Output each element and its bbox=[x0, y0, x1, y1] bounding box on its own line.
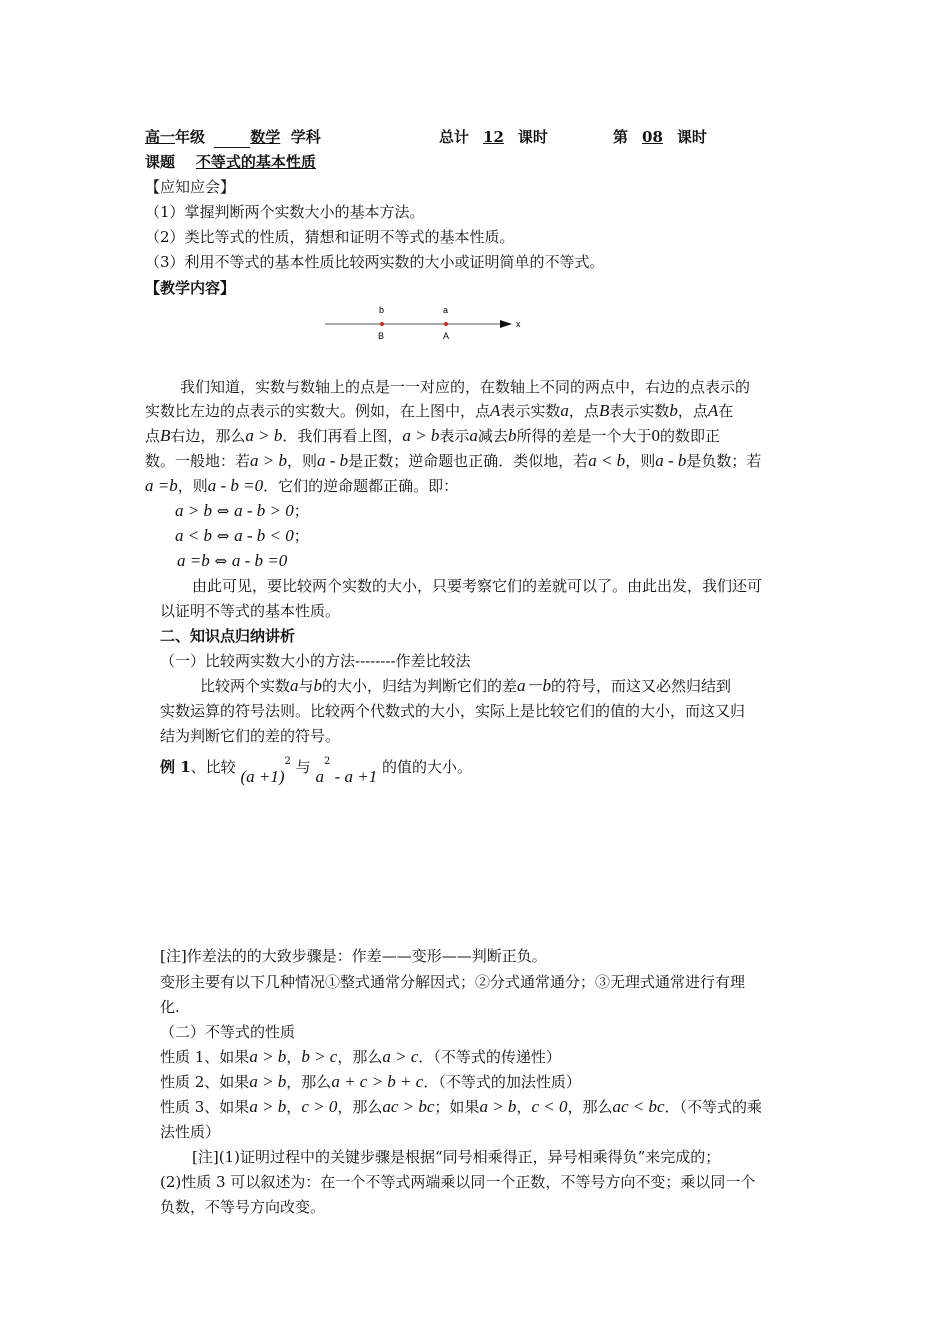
method-line-1: 比较两个实数a与b的大小，归结为判断它们的差a－b的符号，而这又必然归结到 bbox=[200, 676, 732, 695]
equivalence-2: a < b ⇔ a - b < 0； bbox=[175, 526, 309, 545]
total-value: 12 bbox=[483, 128, 504, 146]
label-x-axis: x bbox=[516, 319, 521, 329]
conclusion-line-1: 由此可见，要比较两个实数的大小，只要考察它们的差就可以了。由此出发，我们还可 bbox=[192, 577, 763, 595]
objective-item-2: （2）类比等式的性质，猜想和证明不等式的基本性质。 bbox=[145, 228, 515, 246]
topic-label: 课题 bbox=[145, 153, 176, 171]
point-b bbox=[380, 322, 384, 326]
objective-item-3: （3）利用不等式的基本性质比较两实数的大小或证明简单的不等式。 bbox=[145, 253, 605, 271]
number-line-diagram bbox=[320, 300, 530, 345]
note-3-line-3: 负数，不等号方向改变。 bbox=[160, 1198, 326, 1216]
conclusion-line-2: 以证明不等式的基本性质。 bbox=[160, 602, 341, 620]
total-hours bbox=[439, 127, 548, 147]
note-2-line-2: 化. bbox=[160, 998, 180, 1016]
subject-value: 数学 bbox=[250, 128, 281, 146]
intro-line-5: a =b，则a - b =0．它们的逆命题都正确。即： bbox=[145, 476, 459, 495]
content-heading: 【教学内容】 bbox=[145, 279, 236, 297]
intro-line-2: 实数比左边的点表示的实数大。例如，在上图中，点A表示实数a，点B表示实数b，点A在 bbox=[145, 401, 734, 420]
example-1: 例 1、比较 $(a +1)^2$ 与 $a^2 - a +1$ 的值的大小。 bbox=[160, 756, 473, 786]
topic-line bbox=[145, 152, 316, 172]
subsection-1-heading: （一）比较两实数大小的方法--------作差比较法 bbox=[160, 652, 471, 670]
lesson-number bbox=[613, 127, 707, 147]
order-prefix: 第 bbox=[613, 128, 629, 146]
subject-suffix: 学科 bbox=[290, 128, 321, 146]
total-suffix: 课时 bbox=[517, 128, 548, 146]
order-suffix: 课时 bbox=[676, 128, 707, 146]
label-A-bottom: A bbox=[443, 331, 450, 341]
note-3-line-2: (2)性质 3 可以叙述为：在一个不等式两端乘以同一个正数，不等号方向不变；乘以同一个 bbox=[160, 1173, 756, 1191]
order-value: 08 bbox=[642, 128, 663, 146]
axis-arrow-icon bbox=[500, 320, 512, 328]
property-3-cont: 法性质） bbox=[160, 1123, 221, 1141]
subsection-2-heading: （二）不等式的性质 bbox=[160, 1023, 296, 1041]
grade-value: 高一 bbox=[145, 128, 176, 146]
label-b-top: b bbox=[379, 305, 385, 315]
intro-line-1: 我们知道，实数与数轴上的点是一一对应的，在数轴上不同的两点中，右边的点表示的 bbox=[180, 378, 751, 396]
property-1: 性质 1、如果a > b，b > c，那么a > c．（不等式的传递性） bbox=[160, 1047, 561, 1066]
label-B-bottom: B bbox=[378, 331, 385, 341]
intro-line-3: 点B右边，那么a > b．我们再看上图，a > b表示a减去b所得的差是一个大于0的数即正 bbox=[145, 426, 720, 445]
property-3: 性质 3、如果a > b，c > 0，那么ac > bc；如果a > b，c < 0，那么ac < bc．（不等式的乘 bbox=[160, 1097, 763, 1116]
point-a bbox=[444, 322, 448, 326]
equivalence-1: a > b ⇔ a - b > 0； bbox=[175, 501, 309, 520]
intro-line-4: 数。一般地：若a > b，则a - b是正数；逆命题也正确．类似地，若a < b，则a - b是负数；若 bbox=[145, 451, 762, 470]
label-a-top: a bbox=[443, 305, 449, 315]
method-line-2: 实数运算的符号法则。比较两个代数式的大小，实际上是比较它们的值的大小，而这又归 bbox=[160, 702, 746, 720]
blank-line bbox=[214, 127, 250, 148]
header-line bbox=[145, 127, 321, 148]
total-prefix: 总计 bbox=[439, 128, 470, 146]
note-1: [注]作差法的的大致步骤是：作差——变形——判断正负。 bbox=[160, 947, 547, 965]
note-2-line-1: 变形主要有以下几种情况①整式通常分解因式；②分式通常通分；③无理式通常进行有理 bbox=[160, 973, 746, 991]
section2-heading: 二、知识点归纳讲析 bbox=[160, 627, 296, 645]
objective-item-1: （1）掌握判断两个实数大小的基本方法。 bbox=[145, 203, 425, 221]
method-line-3: 结为判断它们的差的符号。 bbox=[160, 727, 341, 745]
property-2: 性质 2、如果a > b，那么a + c > b + c．（不等式的加法性质） bbox=[160, 1072, 581, 1091]
equivalence-3: a =b ⇔ a - b =0 bbox=[177, 551, 288, 570]
objectives-heading: 【应知应会】 bbox=[145, 178, 236, 196]
note-3-line-1: [注](1)证明过程中的关键步骤是根据“同号相乘得正，异号相乘得负”来完成的； bbox=[192, 1148, 721, 1166]
topic-value: 不等式的基本性质 bbox=[195, 153, 316, 171]
grade-suffix: 年级 bbox=[175, 128, 206, 146]
